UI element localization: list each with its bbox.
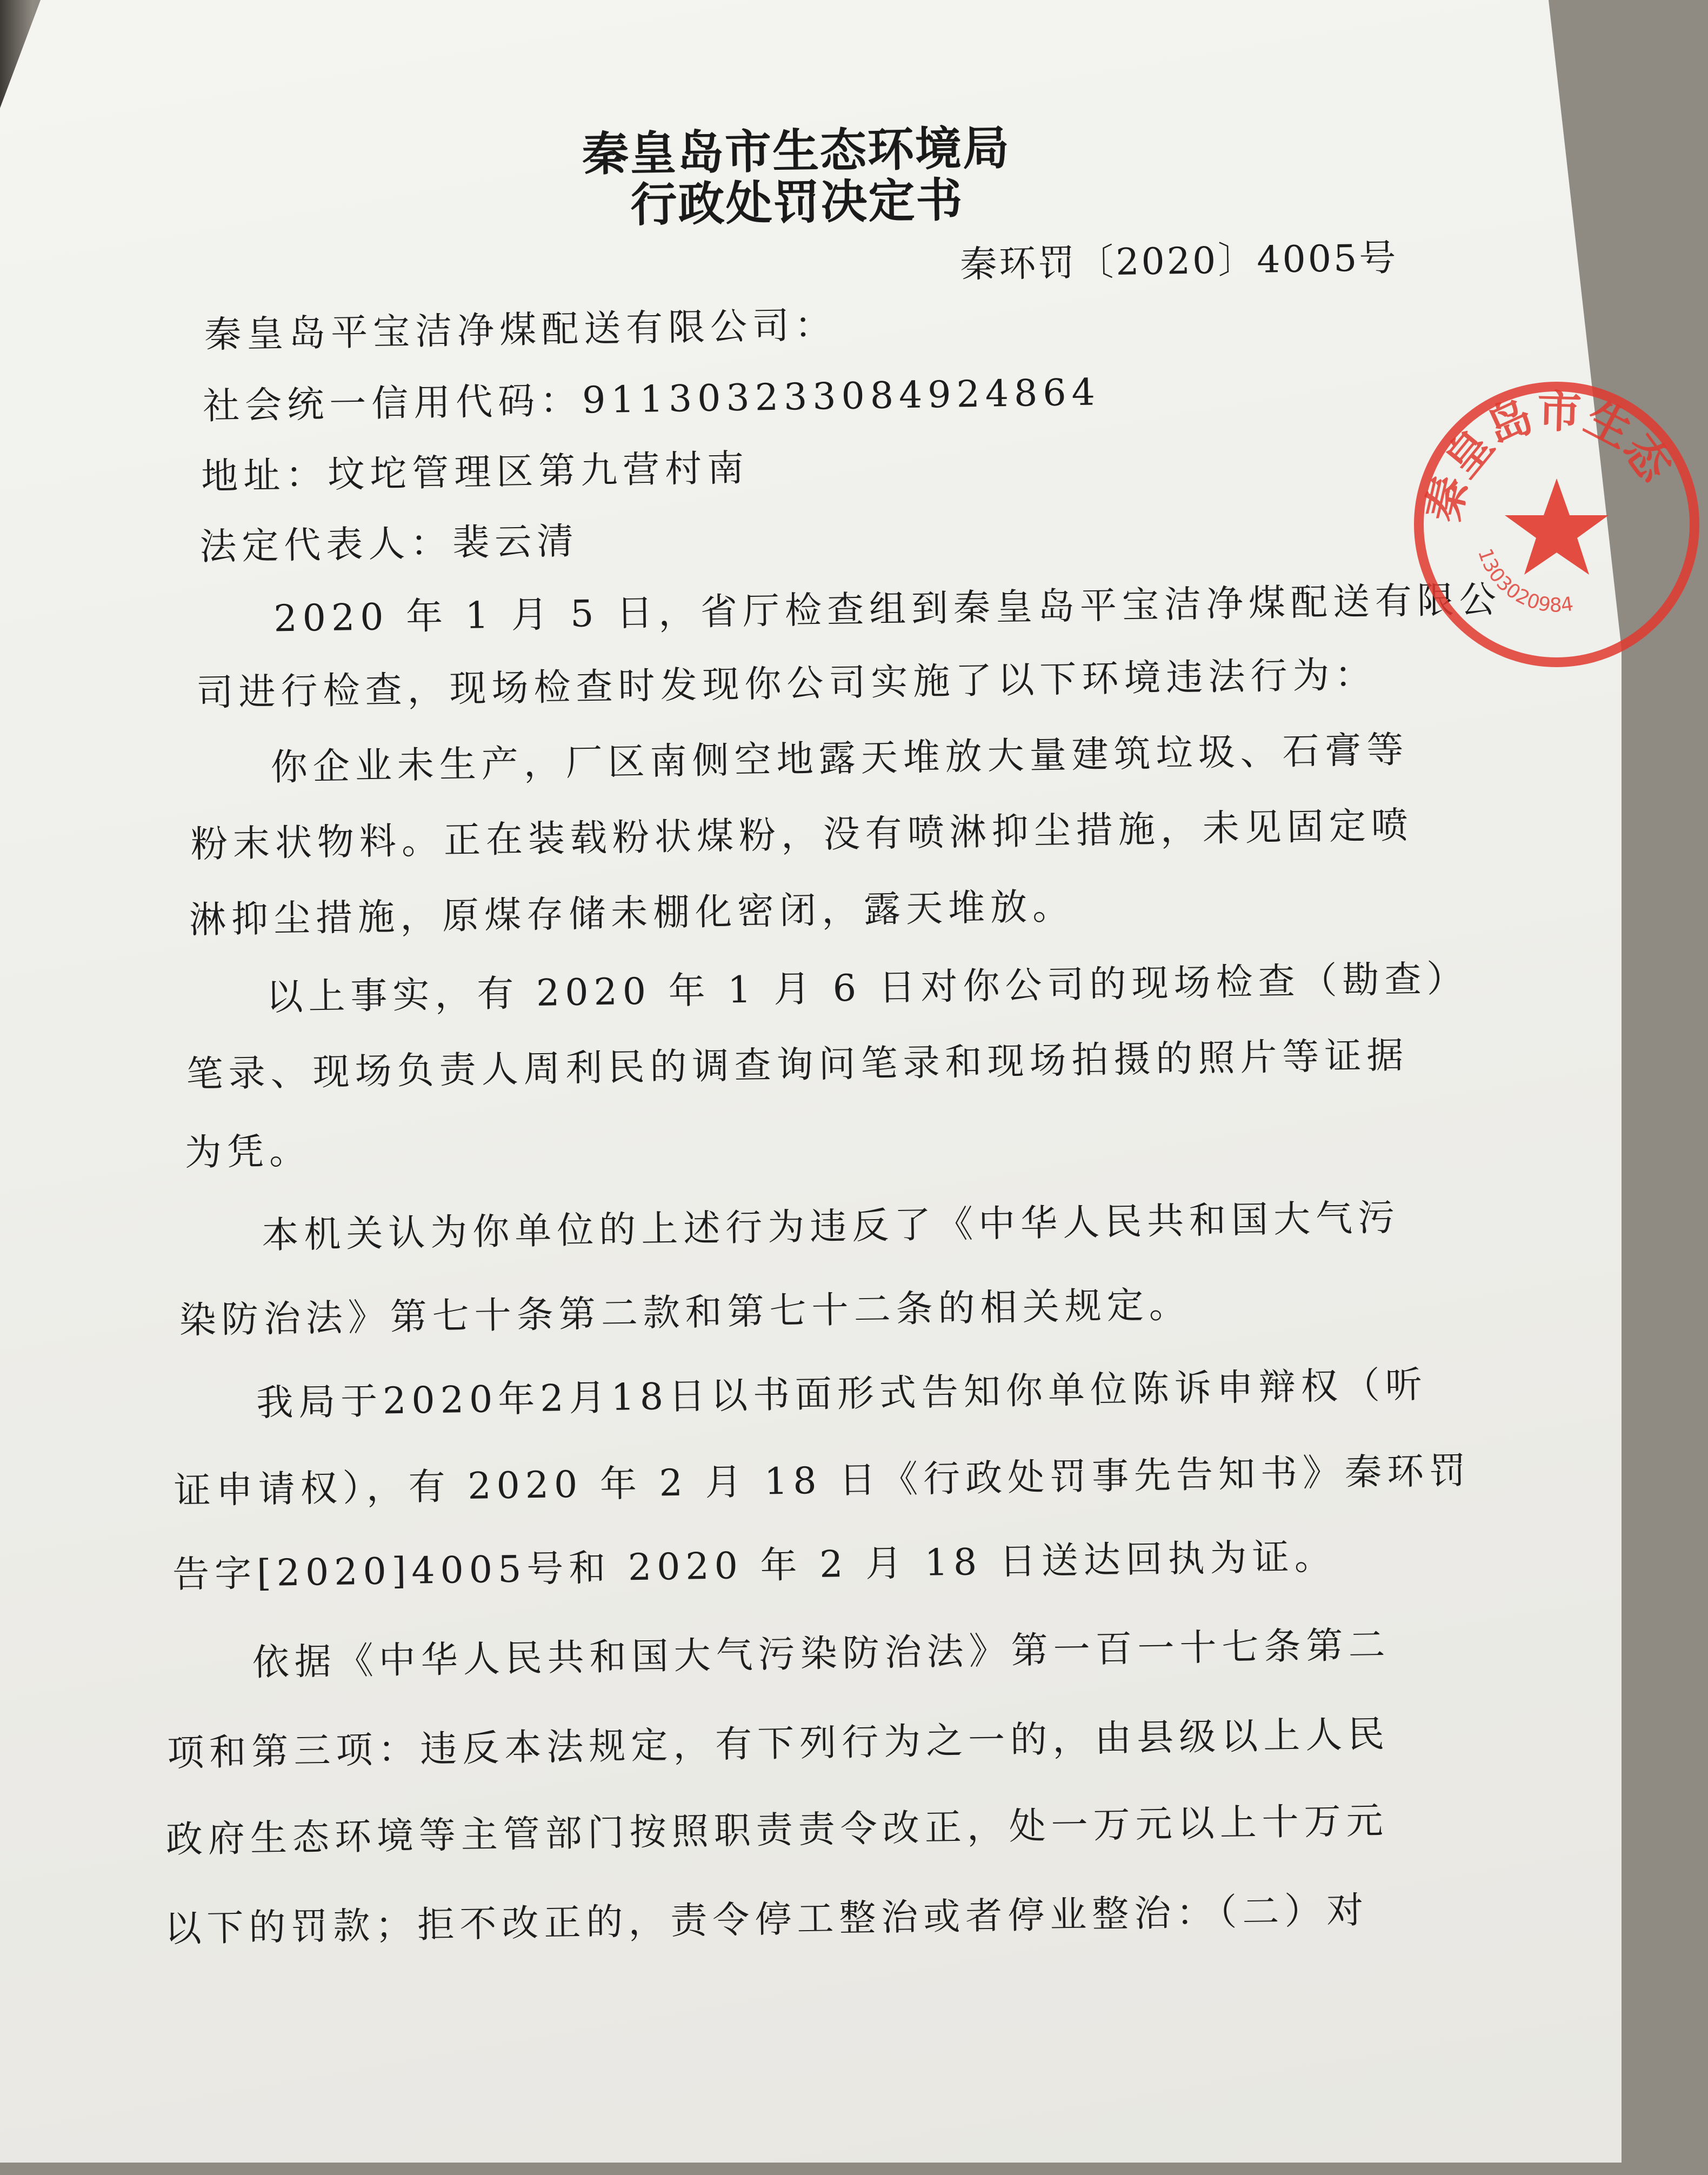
body-line: 司进行检查，现场检查时发现你公司实施了以下环境违法行为： xyxy=(196,653,1377,715)
body-line: 我局于2020年2月18日以书面形式告知你单位陈诉申辩权（听 xyxy=(256,1363,1428,1425)
party-address: 地址：坟坨管理区第九营村南 xyxy=(201,447,750,498)
body-line: 以下的罚款；拒不改正的，责令停工整治或者停业整治：（二）对 xyxy=(164,1888,1369,1951)
credit-code: 社会统一信用代码：911303233084924864 xyxy=(202,371,1101,428)
agency-title: 秦皇岛市生态环境局 xyxy=(582,121,1011,182)
body-line: 告字[2020]4005号和 2020 年 2 月 18 日送达回执为证。 xyxy=(172,1535,1337,1597)
body-line: 依据《中华人民共和国大气污染防治法》第一百一十七条第二 xyxy=(252,1624,1391,1685)
document-number: 秦环罚〔2020〕4005号 xyxy=(959,236,1398,287)
body-line: 本机关认为你单位的上述行为违反了《中华人民共和国大气污 xyxy=(261,1196,1400,1257)
body-line: 为凭。 xyxy=(184,1129,312,1175)
legal-representative: 法定代表人：裴云清 xyxy=(199,520,579,569)
body-line: 染防治法》第七十条第二款和第七十二条的相关规定。 xyxy=(179,1283,1192,1342)
body-line: 证申请权），有 2020 年 2 月 18 日《行政处罚事先告知书》秦环罚 xyxy=(174,1449,1472,1513)
body-line: 粉末状物料。正在装载粉状煤粉，没有喷淋抑尘措施，未见固定喷 xyxy=(190,804,1414,866)
body-line: 政府生态环境等主管部门按照职责责令改正，处一万元以上十万元 xyxy=(165,1799,1389,1861)
body-line: 淋抑尘措施，原煤存储未棚化密闭，露天堆放。 xyxy=(189,885,1075,942)
star-icon xyxy=(1505,478,1609,575)
seal-code: 1303020984 xyxy=(1473,546,1575,617)
svg-text:1303020984 xyxy=(1473,546,1574,617)
body-line: 2020 年 1 月 5 日，省厅检查组到秦皇岛平宝洁净煤配送有限公 xyxy=(273,578,1502,641)
body-line: 你企业未生产，厂区南侧空地露天堆放大量建筑垃圾、石膏等 xyxy=(270,728,1410,789)
party-name: 秦皇岛平宝洁净煤配送有限公司： xyxy=(204,304,837,357)
document-type-title: 行政处罚决定书 xyxy=(630,173,964,233)
body-line: 项和第三项：违反本法规定，有下列行为之一的，由县级以上人民 xyxy=(166,1713,1390,1775)
body-line: 笔录、现场负责人周利民的调查询问笔录和现场拍摄的照片等证据 xyxy=(186,1034,1410,1096)
seal-text: 秦皇岛市生态 xyxy=(1417,386,1681,527)
official-seal xyxy=(1405,373,1708,676)
body-line: 以上事实，有 2020 年 1 月 6 日对你公司的现场检查（勘查） xyxy=(265,957,1470,1019)
